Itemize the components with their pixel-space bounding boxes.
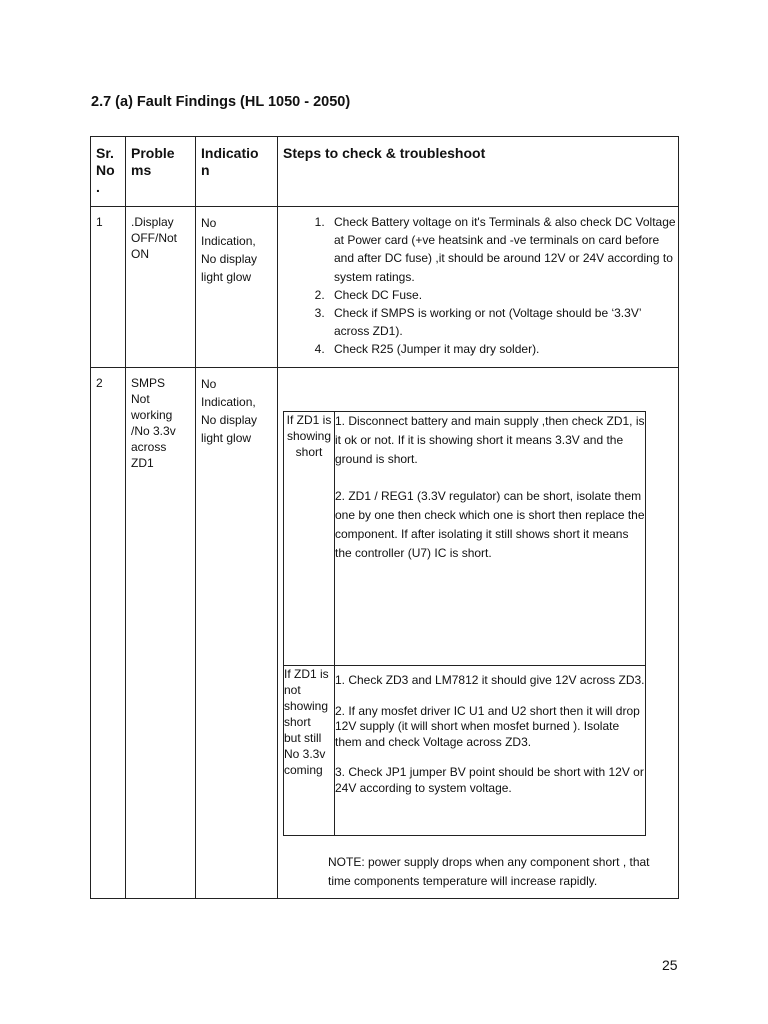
condition-row (284, 412, 646, 666)
note-text: NOTE: power supply drops when any component short , that time components temperature will increase rapidly. (328, 855, 650, 888)
table-row (91, 368, 679, 899)
step-item: 1. Check Battery voltage on it's Terminals & also check DC Voltage at Power card (+ve heatsink and -ve terminals on card before and after DC fuse) ,it should be around 12V or 24V according to system ratings. (328, 213, 678, 286)
page-number: 25 (662, 957, 678, 973)
step-item: 2. Check DC Fuse. (328, 286, 678, 304)
condition-step: 2. ZD1 / REG1 (3.3V regulator) can be short, isolate them one by one then check which one is short then replace the component. If after isolating it still shows short it means the controller (U7) IC is short. (335, 489, 645, 560)
row-sr-no: 1 (96, 215, 103, 229)
step-item: 3. Check if SMPS is working or not (Voltage should be ‘3.3V’ across ZD1). (328, 304, 678, 340)
page-title: 2.7 (a) Fault Findings (HL 1050 - 2050) (91, 94, 351, 110)
header-indication: Indicatio n (196, 137, 278, 207)
header-sr-no: Sr. No . (91, 137, 126, 207)
step-item: 4. Check R25 (Jumper it may dry solder). (328, 340, 678, 358)
row-indication: No Indication, No display light glow (201, 216, 258, 284)
header-problems: Proble ms (126, 137, 196, 207)
condition-row (284, 666, 646, 836)
condition-label: If ZD1 is showing short (286, 413, 332, 459)
table-row (91, 207, 679, 368)
header-steps: Steps to check & troubleshoot (278, 137, 679, 207)
zd1-condition-table (283, 411, 646, 836)
fault-findings-table (90, 136, 679, 899)
row-sr-no: 2 (96, 376, 103, 390)
condition-label: If ZD1 is not showing short but still No 3.3v coming (284, 667, 329, 777)
row-indication: No Indication, No display light glow (201, 377, 258, 445)
troubleshoot-steps-list (278, 213, 678, 359)
condition-step: 3. Check JP1 jumper BV point should be short with 12V or 24V according to system voltage. (335, 765, 644, 795)
condition-step: 1. Disconnect battery and main supply ,then check ZD1, is it ok or not. If it is showing short it means 3.3V and the ground is short. (335, 414, 645, 466)
row-problem: SMPS Not working /No 3.3v across ZD1 (131, 376, 176, 470)
condition-step: 2. If any mosfet driver IC U1 and U2 short then it will drop 12V supply (it will short when mosfet burned ). Isolate them and check Voltage across ZD3. (335, 703, 640, 749)
table-header-row (91, 137, 679, 207)
condition-step: 1. Check ZD3 and LM7812 it should give 12V across ZD3. (335, 673, 645, 687)
row-problem: .Display OFF/Not ON (131, 215, 178, 261)
